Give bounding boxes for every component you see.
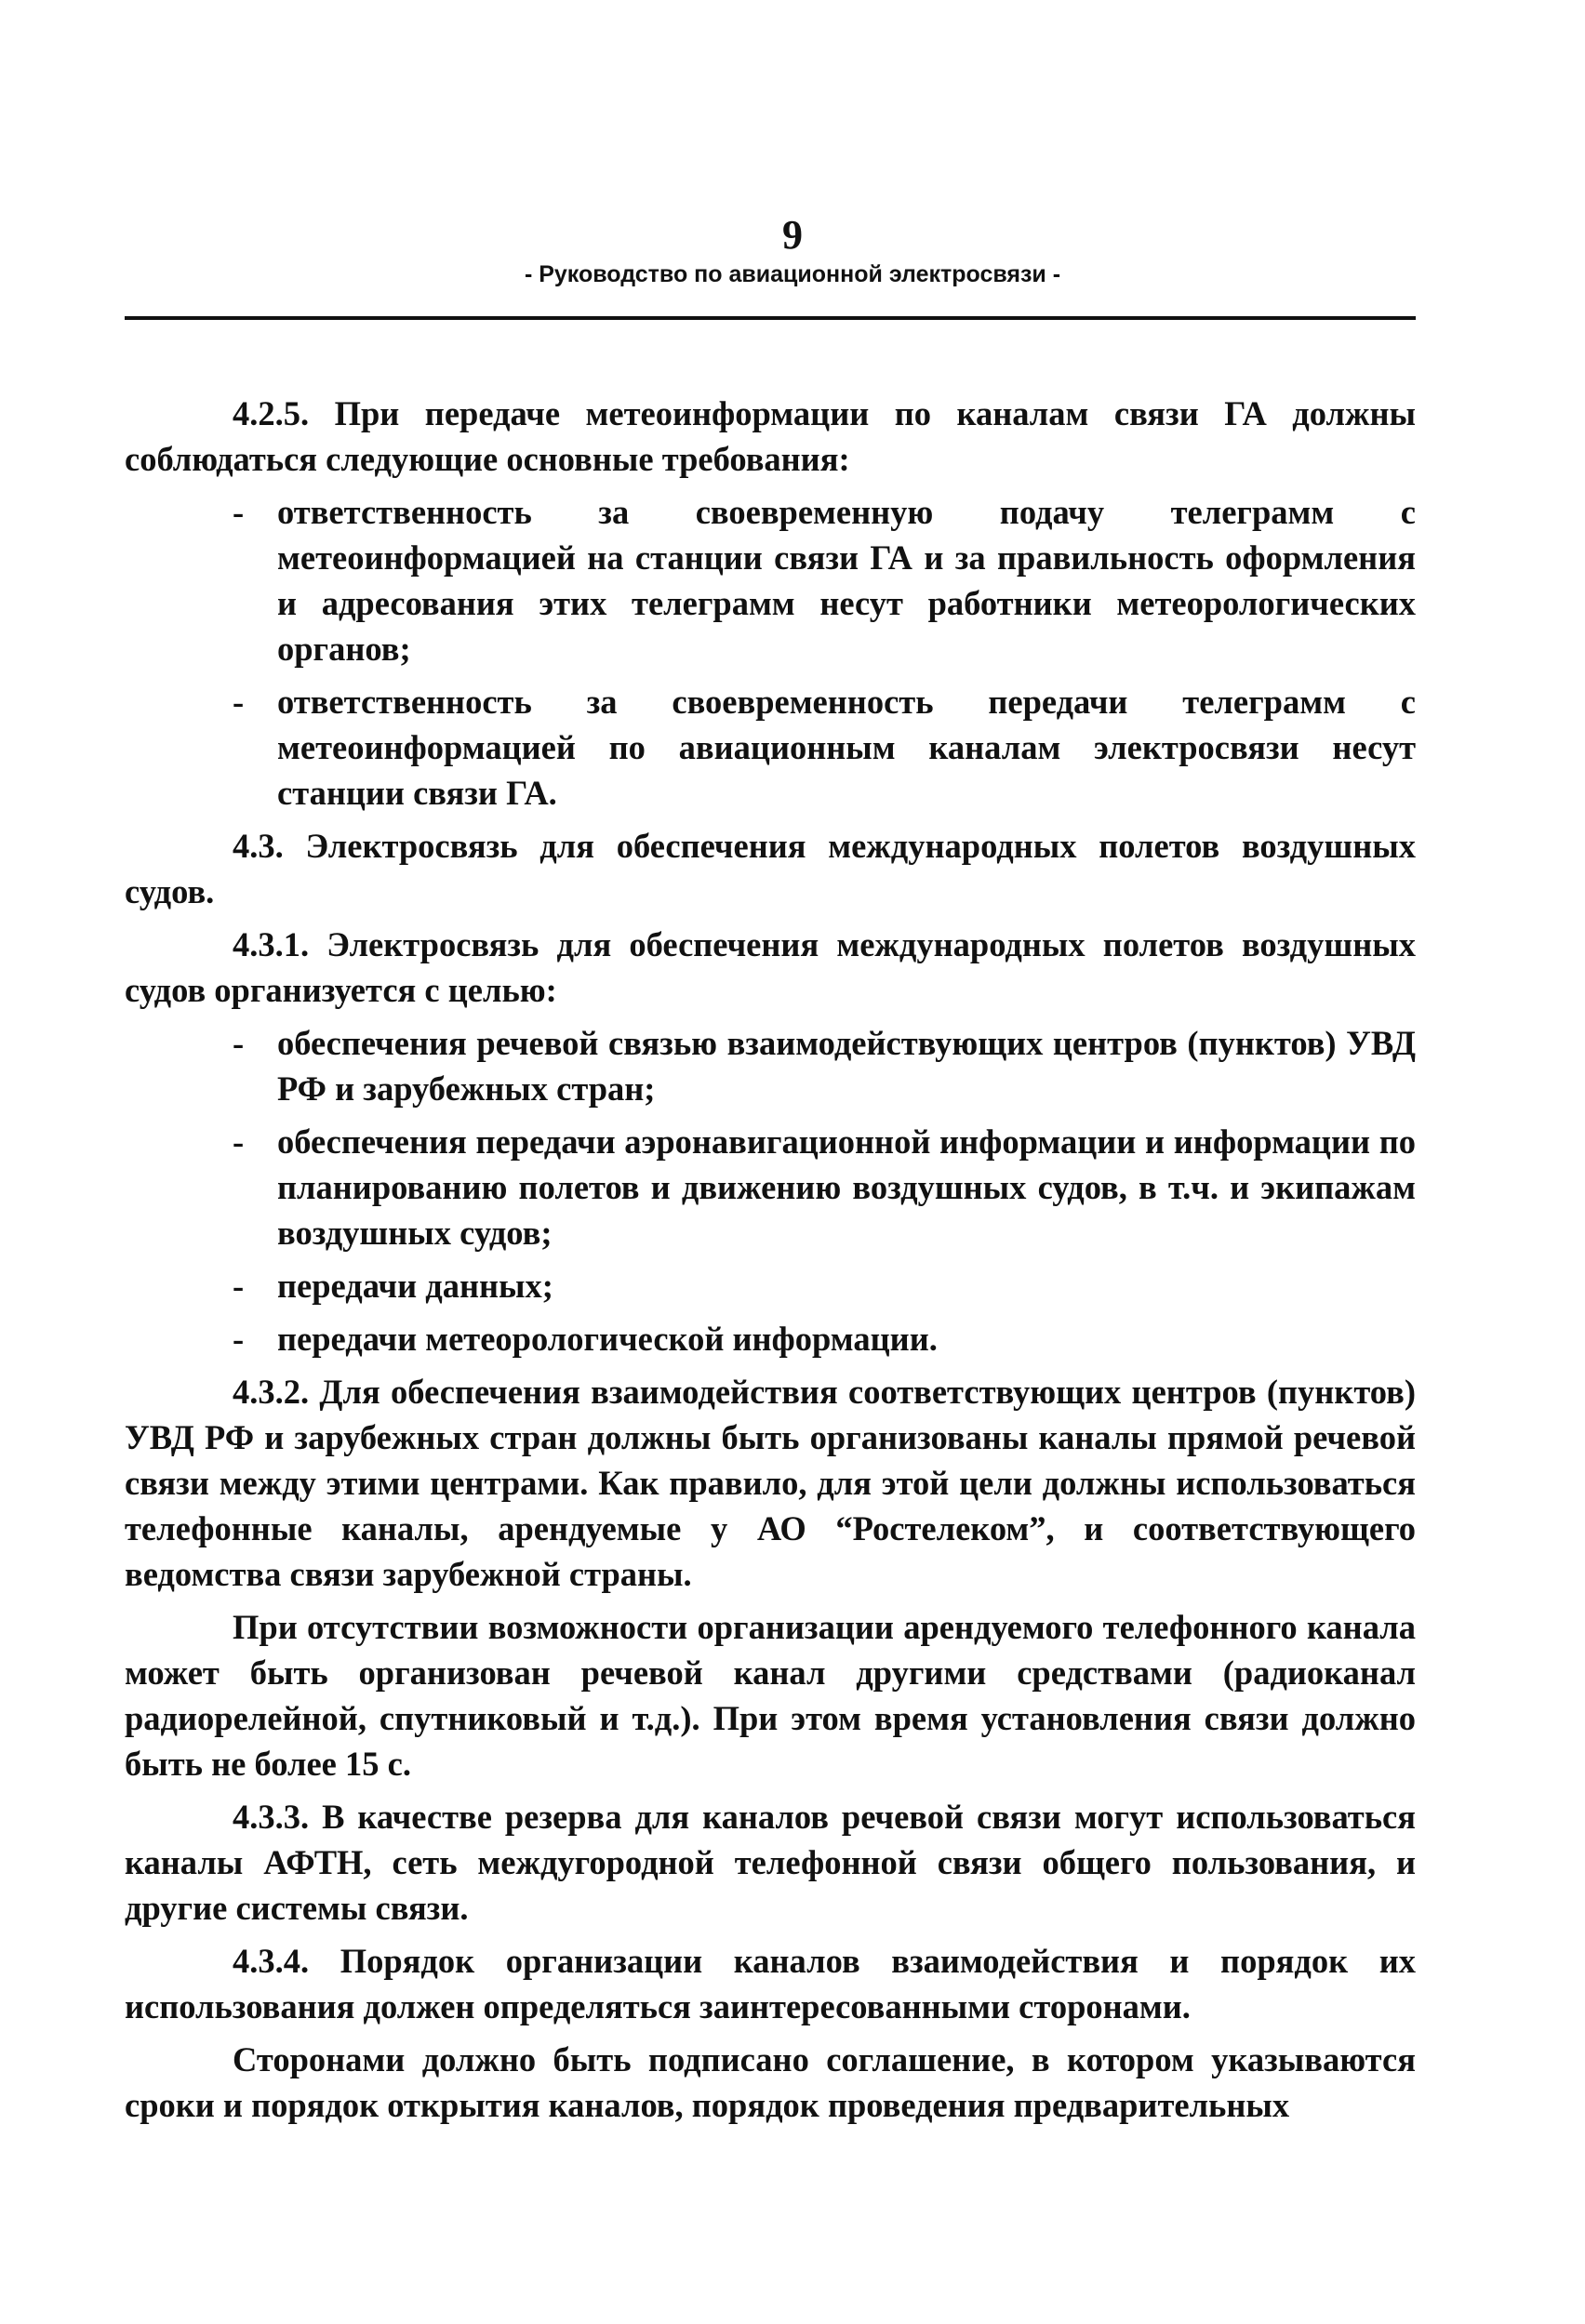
list-item-text: ответственность за своевременность передачи телеграмм с метеоинформацией по авиационным каналам электросвязи несут станции связи ГА. [277,683,1416,812]
list-item [125,679,1416,816]
list-4-3-1 [125,1020,1416,1361]
list-item [125,1020,1416,1111]
list-item-text: обеспечения речевой связью взаимодействующих центров (пунктов) УВД РФ и зарубежных стран; [277,1024,1416,1108]
paragraph-4-2-5: 4.2.5. При передаче метеоинформации по каналам связи ГА должны соблюдаться следующие основные требования: [125,394,1416,478]
list-item [125,1119,1416,1255]
list-item [125,1263,1416,1308]
bullet-dash: - [233,683,245,721]
list-4-2-5 [125,489,1416,816]
paragraph-4-3-1: 4.3.1. Электросвязь для обеспечения международных полетов воздушных судов организуется с целью: [125,925,1416,1009]
list-item [125,1316,1416,1361]
page-number: 9 [782,212,803,258]
paragraph-4-3-4: 4.3.4. Порядок организации каналов взаимодействия и порядок их использования должен определяться заинтересованными сторонами. [125,1942,1416,2025]
list-item-text: обеспечения передачи аэронавигационной информации и информации по планированию полетов и движению воздушных судов, в т.ч. и экипажам воздушных судов; [277,1122,1416,1252]
header-rule [125,316,1416,320]
list-item-text: ответственность за своевременную подачу телеграмм с метеоинформацией на станции связи ГА и за правильность оформления и адресования этих телеграмм несут работники метеорологических органов; [277,493,1416,668]
bullet-dash: - [233,1267,245,1305]
running-title: - Руководство по авиационной электросвязи - [524,261,1061,287]
list-item-text: передачи метеорологической информации. [277,1320,938,1358]
document-body [125,391,1416,2135]
bullet-dash: - [233,1122,245,1161]
paragraph-4-3-2: 4.3.2. Для обеспечения взаимодействия соответствующих центров (пунктов) УВД РФ и зарубежных стран должны быть организованы каналы прямой речевой связи между этими центрами. Как правило, для этой цели должны использоваться телефонные каналы, арендуемые у АО “Ростелеком”, и соответствующего ведомства связи зарубежной страны. [125,1373,1416,1593]
bullet-dash: - [233,1024,245,1062]
bullet-dash: - [233,493,245,531]
paragraph-agreement: Сторонами должно быть подписано соглашение, в котором указываются сроки и порядок открытия каналов, порядок проведения предварительных [125,2040,1416,2124]
paragraph-absence: При отсутствии возможности организации арендуемого телефонного канала может быть организован речевой канал другими средствами (радиоканал радиорелейной, спутниковый и т.д.). При этом время установления связи должно быть не более 15 с. [125,1608,1416,1783]
bullet-dash: - [233,1320,245,1358]
paragraph-4-3: 4.3. Электросвязь для обеспечения международных полетов воздушных судов. [125,827,1416,910]
paragraph-4-3-3: 4.3.3. В качестве резерва для каналов речевой связи могут использоваться каналы АФТН, сеть междугородной телефонной связи общего пользования, и другие системы связи. [125,1798,1416,1927]
list-item-text: передачи данных; [277,1267,553,1305]
list-item [125,489,1416,671]
